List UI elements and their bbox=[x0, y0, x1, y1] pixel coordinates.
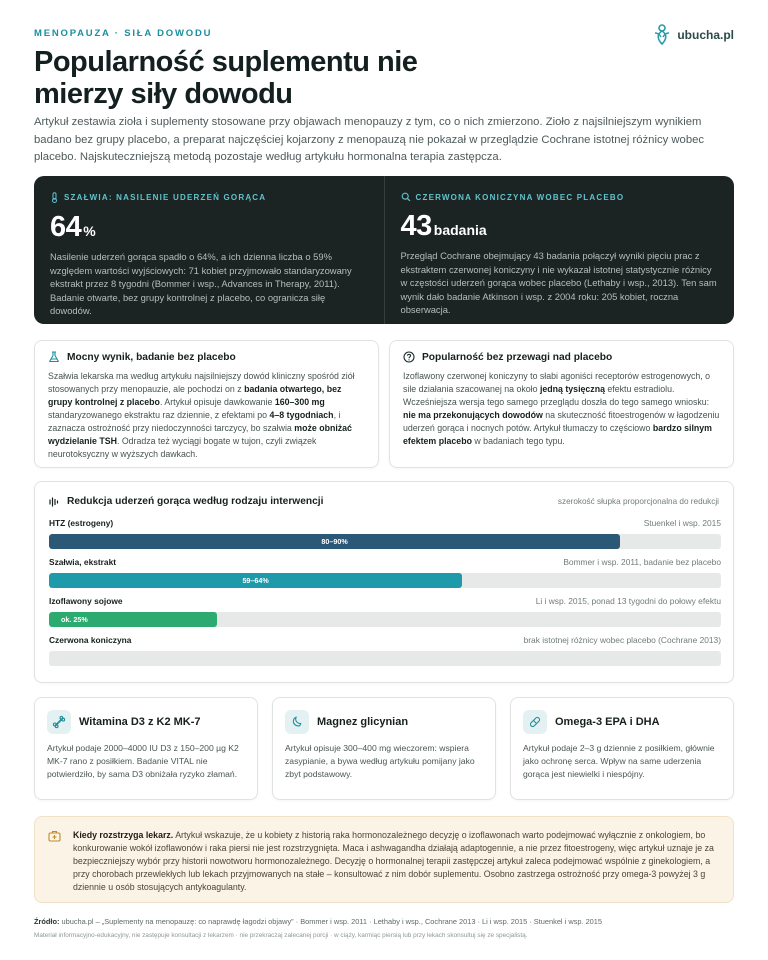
source-line bbox=[34, 917, 602, 926]
chart-header bbox=[49, 496, 719, 507]
supplement-vitamin-d3-title: Witamina D3 z K2 MK-7 bbox=[79, 716, 201, 728]
card-clover-t3: na skuteczność fitoestrogenów w łagodzeniu uderzeń gorąca i nocnych potów. Artykuł tłumaczy to częściowo bbox=[403, 410, 720, 433]
chart-source-label: Stuenkel i wsp. 2015 bbox=[643, 518, 721, 528]
card-clover-heading bbox=[403, 351, 720, 363]
card-clover-b3: bardzo silnym efektem placebo bbox=[403, 423, 713, 446]
doctor-warning-box bbox=[34, 816, 734, 903]
brand-leaf-icon bbox=[653, 24, 671, 46]
stat-clover-number: 43 bbox=[400, 210, 432, 242]
supplement-magnesium-desc: Artykuł opisuje 300–400 mg wieczorem: wspiera zasypianie, a bywa według artykułu pomijany jako zbyt podstawowy. bbox=[285, 743, 475, 779]
card-sage-t1: Szałwia lekarska ma według artykułu najsilniejszy dowód kliniczny spośród ziół stosowanych przy menopauzie, ale pochodzi on z bbox=[48, 371, 355, 394]
chart-bar bbox=[49, 534, 620, 549]
chart-value-label: 59–64% bbox=[242, 576, 269, 585]
stat-sage-value bbox=[50, 211, 368, 244]
card-sage-title: Mocny wynik, badanie bez placebo bbox=[67, 351, 236, 363]
stat-clover-desc: Przegląd Cochrane obejmujący 43 badania połączył wyniki pięciu prac z ekstraktem czerwonej koniczyny i nie wykazał istotnej statystycznie różnicy w częstości uderzeń gorąca wobec placebo (Lethaby i wsp., 2013). Ten sam wynik dało badanie Atkinson i wsp. z 2004 roku: 205 kobiet, roczna obserwacja. bbox=[400, 250, 717, 316]
card-sage-body bbox=[48, 370, 365, 461]
bar-chart-icon bbox=[49, 497, 60, 507]
source-label: Źródło: bbox=[34, 917, 60, 926]
search-icon bbox=[401, 192, 411, 202]
chart-bar bbox=[49, 612, 217, 627]
card-sage-t5: . Odradza też wyciągi bogate w tujon, czyli związek neurotoksyczny w wyższych dawkach. bbox=[48, 436, 317, 459]
moon-icon bbox=[285, 710, 309, 734]
chart-category-label: HTZ (estrogeny) bbox=[49, 518, 114, 528]
stat-sage-kicker bbox=[50, 192, 368, 203]
stat-sage-number: 64 bbox=[50, 211, 82, 243]
stat-sage-kicker-text: SZAŁWIA: NASILENIE UDERZEŃ GORĄCA bbox=[64, 193, 267, 202]
thermometer-icon bbox=[50, 192, 59, 203]
chart-row-labels bbox=[49, 635, 721, 645]
card-sage-t3: standaryzowanego ekstraktu raz dziennie, z efektami po bbox=[48, 410, 270, 420]
chart-bar-track bbox=[49, 651, 721, 666]
card-sage-b3: 4–8 tygodniach bbox=[269, 410, 334, 420]
chart-value-label: 80–90% bbox=[321, 537, 348, 546]
warning-text bbox=[73, 829, 721, 894]
chart-row bbox=[49, 557, 721, 588]
supplement-omega3-heading bbox=[523, 710, 721, 734]
warning-title: Kiedy rozstrzyga lekarz. bbox=[73, 830, 174, 840]
chart-bar-track bbox=[49, 534, 721, 549]
card-sage-t2: . Artykuł opisuje dawkowanie bbox=[159, 397, 275, 407]
intro-paragraph: Artykuł zestawia zioła i suplementy stosowane przy objawach menopauzy z tym, co o nich zmierzono. Zioło z najsilniejszym wynikiem badano bez grupy placebo, a preparat najczęściej kojarzony z menopauzą nie pokazał w przeglądzie Cochrane istotnej różnicy wobec placebo. Najskuteczniejszą metodą pozostaje według artykułu hormonalna terapia zastępcza. bbox=[34, 116, 705, 163]
stat-sage bbox=[34, 176, 384, 324]
stat-clover bbox=[384, 176, 735, 324]
card-sage-heading bbox=[48, 351, 365, 363]
chart-bar bbox=[49, 573, 462, 588]
chart-category-label: Izoflawony sojowe bbox=[49, 596, 123, 606]
stats-panel bbox=[34, 176, 734, 324]
card-sage-b1: badania otwartego, bez grupy kontrolnej z placebo bbox=[48, 384, 342, 407]
supplement-card-magnesium bbox=[272, 697, 496, 800]
stat-clover-unit: badania bbox=[433, 222, 487, 238]
card-clover-t2: efektu estradiolu. Wcześniejsza wersja tego samego przeglądu doszła do tego samego wniosku: bbox=[403, 384, 710, 407]
stat-sage-desc: Nasilenie uderzeń gorąca spadło o 64%, a ich dzienna liczba o 59% względem wartości wyjściowych: 71 kobiet przyjmowało standaryzowany ekstrakt przez 8 tygodni (Bommer i wsp., Advances in Therapy, 2011). Badanie otwarte, bez grupy kontrolnej z placebo, co ogranicza siłę dowodów. bbox=[50, 251, 352, 317]
supplement-card-omega3 bbox=[510, 697, 734, 800]
chart-source-label: Li i wsp. 2015, ponad 13 tygodni do połowy efektu bbox=[535, 596, 721, 606]
chart-source-label: Bommer i wsp. 2011, badanie bez placebo bbox=[563, 557, 721, 567]
card-sage-b2: 160–300 mg bbox=[274, 397, 325, 407]
reduction-chart bbox=[34, 481, 734, 683]
chart-value-label: ok. 25% bbox=[61, 615, 88, 624]
supplement-omega3-title: Omega-3 EPA i DHA bbox=[555, 716, 660, 728]
supplement-card-vitamin-d3 bbox=[34, 697, 258, 800]
source-text: ubucha.pl – „Suplementy na menopauzę: co naprawdę łagodzi objawy” · Bommer i wsp. 2011 · Lethaby i wsp., Cochrane 2013 · Li i wsp. 2015 · Stuenkel i wsp. 2015 bbox=[59, 917, 603, 926]
card-clover-t1: Izoflawony czerwonej koniczyny to słabi agoniści receptorów estrogenowych, o sile działania szacowanej na około bbox=[403, 371, 711, 394]
card-clover-evidence bbox=[389, 340, 734, 468]
card-clover-b1: jedną tysięczną bbox=[539, 384, 605, 394]
bone-icon bbox=[47, 710, 71, 734]
chart-row-labels bbox=[49, 518, 721, 528]
chart-row bbox=[49, 635, 721, 666]
chart-category-label: Czerwona koniczyna bbox=[49, 635, 132, 645]
card-sage-evidence bbox=[34, 340, 379, 468]
supplement-magnesium-heading bbox=[285, 710, 483, 734]
chart-bar-track bbox=[49, 612, 721, 627]
card-clover-t4: w badaniach tego typu. bbox=[471, 436, 565, 446]
card-clover-b2: nie ma przekonujących dowodów bbox=[403, 410, 543, 420]
stat-clover-kicker bbox=[401, 192, 719, 202]
chart-note: szerokość słupka proporcjonalna do redukcji bbox=[557, 497, 719, 506]
capsule-icon bbox=[523, 710, 547, 734]
page-title: Popularność suplementu nie mierzy siły dowodu bbox=[34, 46, 418, 110]
card-clover-title: Popularność bez przewagi nad placebo bbox=[422, 351, 613, 363]
disclaimer: Materiał informacyjno-edukacyjny, nie zastępuje konsultacji z lekarzem · nie przekraczaj zalecanej porcji · w ciąży, karmiąc piersią lub przy lekach skonsultuj się ze specjalistą. bbox=[34, 932, 528, 939]
chart-row bbox=[49, 596, 721, 627]
chart-source-label: brak istotnej różnicy wobec placebo (Cochrane 2013) bbox=[523, 635, 721, 645]
eyebrow-label: MENOPAUZA · SIŁA DOWODU bbox=[34, 28, 213, 39]
supplement-magnesium-title: Magnez glicynian bbox=[317, 716, 409, 728]
chart-title-wrap bbox=[49, 496, 323, 507]
warning-body: Artykuł wskazuje, że u kobiety z historią raka hormonozależnego decyzję o izoflawonach warto podejmować wyłącznie z onkologiem, bo konkurowanie wokół izoflawonów i raka piersi nie jest rozstrzygnięta. Maca i ashwagandha działają adaptogennie, a nie przez fitoestrogeny, więc artykuł uznaje je za bezpieczniejszy wybór przy historii nowotworu hormonozależnego. Decyzję o hormonalnej terapii zastępczej artykuł zaleca podejmować wspólnie z ginekologiem, a przy chorobach przewlekłych lub lekach przyjmowanych na stałe – konsultować z nim dobór suplementu. Osobno zastrzega ostrożność przy omega-3 powyżej 3 g dziennie u osób stosujących antykoagulanty. bbox=[73, 830, 714, 892]
supplement-omega3-desc: Artykuł podaje 2–3 g dziennie z posiłkiem, głównie jako ochronę serca. Wpływ na same uderzenia gorąca jest niewielki i niespójny. bbox=[523, 743, 715, 779]
supplement-vitamin-d3-heading bbox=[47, 710, 245, 734]
chart-bar-track bbox=[49, 573, 721, 588]
card-sage-t4: , i zaznacza ostrożność przy niedoczynności tarczycy, bo szałwia bbox=[48, 410, 341, 433]
chart-row-labels bbox=[49, 557, 721, 567]
supplement-vitamin-d3-desc: Artykuł podaje 2000–4000 IU D3 z 150–200 µg K2 MK-7 rano z posiłkiem. Badanie VITAL nie potwierdziło, by sama D3 obniżała ryzyko złamań. bbox=[47, 743, 239, 779]
chart-row-labels bbox=[49, 596, 721, 606]
stat-clover-value bbox=[401, 210, 719, 243]
brand-name: ubucha.pl bbox=[677, 28, 734, 42]
card-sage-b4: może obniżać wydzielanie TSH bbox=[48, 423, 352, 446]
card-clover-body bbox=[403, 370, 720, 448]
chart-title: Redukcja uderzeń gorąca według rodzaju interwencji bbox=[67, 496, 324, 507]
brand-logo[interactable] bbox=[653, 24, 734, 46]
stat-sage-unit: % bbox=[83, 223, 96, 239]
chart-row bbox=[49, 518, 721, 549]
question-circle-icon bbox=[403, 351, 415, 363]
stat-clover-kicker-text: CZERWONA KONICZYNA WOBEC PLACEBO bbox=[415, 192, 625, 202]
chart-category-label: Szałwia, ekstrakt bbox=[49, 557, 117, 567]
medical-bag-icon bbox=[48, 830, 61, 842]
flask-icon bbox=[48, 351, 60, 363]
